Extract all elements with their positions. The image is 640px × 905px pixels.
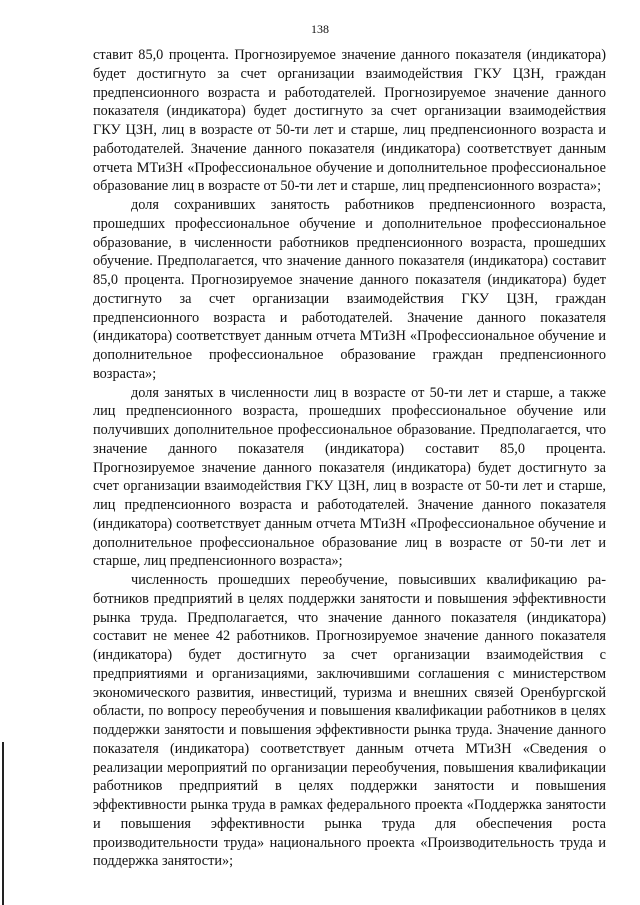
paragraph-retrained-workers: численность прошедших переобучение, повысивших квалификацию работников предприятий в целях поддержки занятости и повышения эффективности рынка труда. Предполагается, что значение данного показателя (индикатора) составит не менее 42 работников. Прогнозируемое значение данного показателя (индикатора) будет достигнуто за счет организации взаимодействия с предприятиями и организациями, заключившими соглашения с министерством экономического развития, инвестиций, туризма и внешних связей Оренбургской области, по вопросу переобучения и повышения квалификации работников в целях поддержки занятости и повышения эффективности рынка труда. Значение данного показателя (индикатора) соответствует данным отчета МТиЗН «Сведения о реализации мероприятий по организации переобучения, повышения квалификации работников предприятий в целях поддержки занятости и повышения эффективности рынка труда в рамках федерального проекта «Поддержка занятости и повышения эффективности рынка труда для обеспечения роста производительности труда» национального проекта «Производительность труда и поддержка занятости»; (93, 572, 606, 870)
paragraph-employed-share: доля занятых в численности лиц в возрасте от 50-ти лет и старше, а также лиц предпенсионного возраста, прошедших профессиональное обучение или получивших дополнительное профессиональное образование. Предполагается, что значение данного показателя (индикатора) составит 85,0 процента. Прогнозируемое значение данного показателя (индикатора) будет достигнуто за счет организации взаимодействия ГКУ ЦЗН, лиц в возрасте от 50-ти лет и старше, лиц предпенсионного возраста и работодателей. Значение данного показателя (индикатора) соответствует данным отчета МТиЗН «Профессиональное обучение и дополнительное профессиональное образование лиц в возрасте от 50-ти лет и старше, лиц предпенсионного возраста»; (93, 384, 606, 570)
scan-edge-mark (2, 742, 4, 905)
paragraph-continuation: ставит 85,0 процента. Прогнозируемое значение данного показателя (индикатора) будет достигнуто за счет организации взаимодействия ГКУ ЦЗН, граждан предпенсионного возраста и работодателей. Прогнозируемое значение данного показателя (индикатора) будет достигнуто за счет организации взаимодействия ГКУ ЦЗН, лиц в возрасте от 50-ти лет и старше, лиц предпенсионного возраста и работодателей. Значение данного показателя (индикатора) соответствует данным отчета МТиЗН «Профессиональное обучение и дополнительное профессиональное образование лиц в возрасте от 50-ти лет и старше, лиц предпенсионного возраста»; (93, 47, 606, 195)
page-number: 138 (311, 22, 329, 36)
paragraph-retained-employment: доля сохранивших занятость работников предпенсионного возраста, прошедших профессиональное обучение и дополнительное профессиональное образование, в численности работников предпенсионного возраста, прошедших обучение. Предполагается, что значение данного показателя (индикатора) составит 85,0 процента. Прогнозируемое значение данного показателя (индикатора) будет достигнуто за счет организации взаимодействия ГКУ ЦЗН, граждан предпенсионного возраста и работодателей. Значение данного показателя (индикатора) соответствует данным отчета МТиЗН «Профессиональное обучение и дополнительное профессиональное образование граждан предпенсионного возраста»; (93, 197, 606, 382)
document-body (93, 46, 606, 871)
